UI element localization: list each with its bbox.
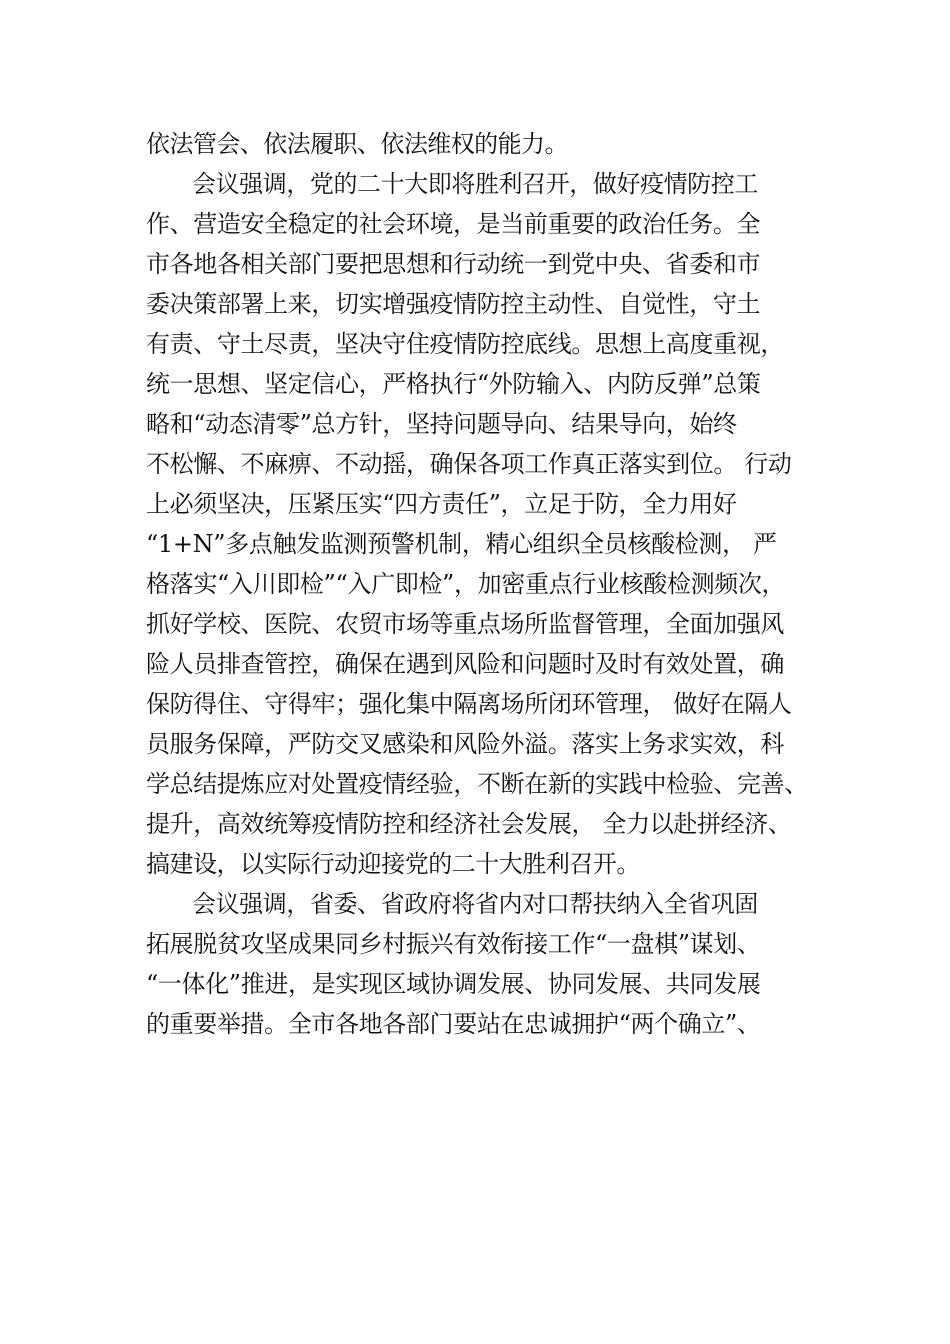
text-line: 搞建设，以实际行动迎接党的二十大胜利召开。 xyxy=(146,850,640,878)
paragraph-first-line: 会议强调，党的二十大即将胜利召开，做好疫情防控工 xyxy=(192,170,758,198)
text-line: “一体化”推进，是实现区域协调发展、协同发展、共同发展 xyxy=(146,970,761,998)
text-line: 统一思想、坚定信心，严格执行“外防输入、内防反弹”总策 xyxy=(146,370,761,398)
paragraph-first-line: 会议强调，省委、省政府将省内对口帮扶纳入全省巩固 xyxy=(192,890,758,918)
text-line: 依法管会、依法履职、依法维权的能力。 xyxy=(146,130,568,158)
text-line: 上必须坚决，压紧压实“四方责任”，立足于防，全力用好 xyxy=(146,490,737,518)
text-line: 的重要举措。全市各地各部门要站在忠诚拥护“两个确立”、 xyxy=(146,1010,761,1038)
text-line: 保防得住、守得牢；强化集中隔离场所闭环管理， 做好在隔人 xyxy=(146,690,792,718)
text-line: 作、营造安全稳定的社会环境，是当前重要的政治任务。全 xyxy=(146,210,761,238)
text-line: 市各地各相关部门要把思想和行动统一到党中央、省委和市 xyxy=(146,250,761,278)
text-line: “1+N”多点触发监测预警机制，精心组织全员核酸检测， 严 xyxy=(146,530,777,558)
text-line: 险人员排查管控，确保在遇到风险和问题时及时有效处置，确 xyxy=(146,650,785,678)
document-body xyxy=(146,124,846,1044)
text-line: 学总结提炼应对处置疫情经验，不断在新的实践中检验、完善、 xyxy=(146,770,808,798)
text-line: 提升，高效统筹疫情防控和经济社会发展， 全力以赴拼经济、 xyxy=(146,810,792,838)
text-line: 拓展脱贫攻坚成果同乡村振兴有效衔接工作“一盘棋”谋划、 xyxy=(146,930,761,958)
text-line: 不松懈、不麻痹、不动摇，确保各项工作真正落实到位。 行动 xyxy=(146,450,792,478)
text-line: 有责、守土尽责，坚决守住疫情防控底线。思想上高度重视， xyxy=(146,330,785,358)
text-line: 委决策部署上来，切实增强疫情防控主动性、自觉性，守土 xyxy=(146,290,761,318)
text-line: 抓好学校、医院、农贸市场等重点场所监督管理，全面加强风 xyxy=(146,610,785,638)
text-line: 略和“动态清零”总方针，坚持问题导向、结果导向，始终 xyxy=(146,410,737,438)
text-line: 员服务保障，严防交叉感染和风险外溢。落实上务求实效，科 xyxy=(146,730,785,758)
text-line: 格落实“入川即检”“入广即检”，加密重点行业核酸检测频次， xyxy=(146,570,786,598)
